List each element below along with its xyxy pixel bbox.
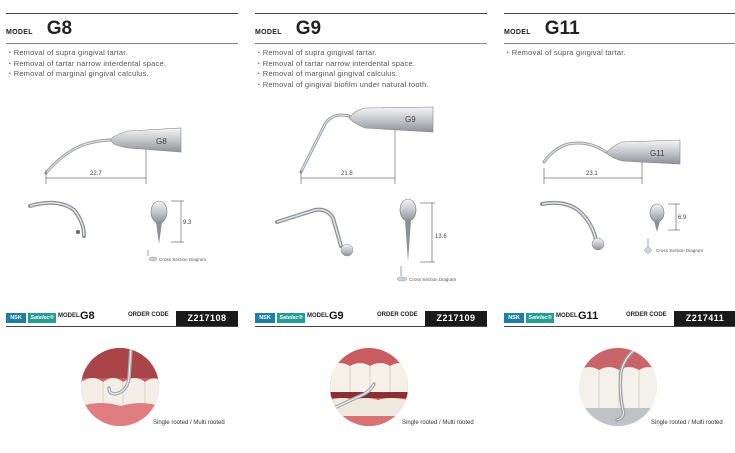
satelec-badge: Satelec® <box>277 313 305 323</box>
clinical-photo <box>579 348 657 426</box>
model-column-g9 <box>255 0 487 453</box>
length-dimension <box>46 150 146 184</box>
order-rule <box>255 326 487 327</box>
tip-engraving: G11 <box>650 149 665 158</box>
nsk-badge: NSK <box>504 313 524 323</box>
cross-section-view <box>397 199 456 282</box>
feature-item: ・Removal of tartar narrow interdental space. <box>6 58 167 68</box>
order-code: Z217108 <box>176 311 238 326</box>
cross-section-label: Cross Section Diagram <box>159 257 207 262</box>
rooted-caption: Single rooted / Multi rooted <box>153 420 225 426</box>
model-name: G8 <box>46 18 73 39</box>
cross-section-view <box>644 204 703 254</box>
tip-engraving: G9 <box>405 115 416 124</box>
cross-section-label: Cross Section Diagram <box>409 277 457 282</box>
order-model-label: MODEL <box>556 313 578 319</box>
satelec-badge: Satelec® <box>526 313 554 323</box>
model-column-g8 <box>6 0 238 453</box>
length-label: 23.1 <box>586 171 598 177</box>
order-bar <box>255 311 487 327</box>
length-dimension <box>544 162 642 184</box>
scaler-tip-side-view <box>544 140 680 164</box>
tip-drawing <box>504 0 735 300</box>
feature-item: ・Removal of supra gingival tartar. <box>6 48 128 57</box>
feature-item: ・Removal of marginal gingival calculus. <box>255 69 398 78</box>
nsk-badge: NSK <box>6 313 26 323</box>
height-label: 9.3 <box>183 220 192 226</box>
model-label: MODEL <box>504 29 531 36</box>
model-label: MODEL <box>6 29 33 36</box>
order-code-label: ORDER CODE <box>128 312 169 318</box>
tip-perspective-view <box>277 210 353 256</box>
height-label: 13.6 <box>435 234 447 240</box>
feature-item: ・Removal of tartar narrow interdental space. <box>255 58 416 68</box>
order-bar <box>504 311 735 327</box>
order-model-label: MODEL <box>58 313 80 319</box>
cross-section-label: Cross Section Diagram <box>656 248 704 253</box>
length-label: 22.7 <box>90 171 102 177</box>
tip-drawing <box>255 0 487 300</box>
feature-item: ・Removal of supra gingival tartar. <box>504 48 626 57</box>
order-code-label: ORDER CODE <box>377 312 418 318</box>
order-code-label: ORDER CODE <box>626 312 667 318</box>
order-model-name: G9 <box>329 310 344 322</box>
length-label: 21.8 <box>341 171 353 177</box>
order-model-label: MODEL <box>307 313 329 319</box>
tip-engraving: G8 <box>156 137 167 146</box>
feature-item: ・Removal of supra gingival tartar. <box>255 48 377 57</box>
clinical-photo <box>81 348 159 426</box>
order-rule <box>6 326 238 327</box>
model-name: G11 <box>544 18 580 39</box>
order-rule <box>504 326 735 327</box>
cross-section-view <box>148 201 206 262</box>
scaler-tip-side-view <box>46 128 181 173</box>
model-label: MODEL <box>255 29 282 36</box>
model-column-g11 <box>504 0 735 453</box>
satelec-badge: Satelec® <box>28 313 56 323</box>
feature-item: ・Removal of marginal gingival calculus. <box>6 69 149 78</box>
rooted-caption: Single rooted / Multi rooted <box>402 420 474 426</box>
model-name: G9 <box>295 18 322 39</box>
tip-drawing <box>6 0 238 300</box>
order-model-name: G11 <box>578 310 599 322</box>
scaler-tip-side-view <box>301 107 433 172</box>
order-code: Z217109 <box>425 311 487 326</box>
height-label: 6.9 <box>678 215 687 221</box>
clinical-photo <box>330 348 408 426</box>
order-model-name: G8 <box>80 310 95 322</box>
length-dimension <box>301 130 395 184</box>
tip-perspective-view <box>542 203 604 250</box>
feature-item: ・Removal of gingival biofilm under natural tooth. <box>255 79 429 89</box>
nsk-badge: NSK <box>255 313 275 323</box>
rooted-caption: Single rooted / Multi rooted <box>651 420 723 426</box>
order-code: Z217411 <box>674 311 735 326</box>
order-bar <box>6 311 238 327</box>
tip-perspective-view <box>30 203 84 236</box>
